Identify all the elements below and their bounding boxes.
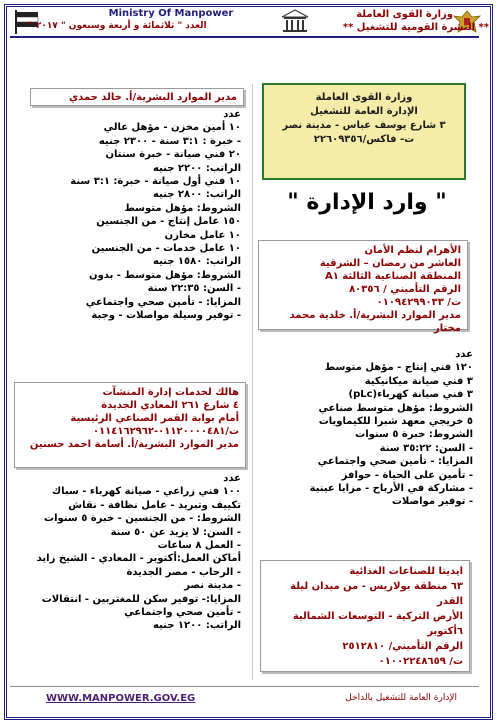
- list-line: الشروط: مؤهل متوسط صناعي: [318, 402, 473, 414]
- list-line: الراتب: ٢٢٠٠ جنيه: [153, 162, 241, 174]
- list-line: ١٠ عامل خدمات - من الجنسين: [91, 243, 241, 255]
- ministry-name-en: Ministry Of Manpower: [108, 8, 234, 19]
- box-line: ت/ ٠١٠٠٢٢٤٨٦٥٩: [378, 656, 463, 667]
- box-line: أمام بوابة القمر الصناعي الرئيسية: [70, 413, 239, 424]
- company-box-halk: [14, 382, 246, 468]
- banner-line: وزارة القوى العاملة: [315, 92, 413, 103]
- banner-line: الإدارة العامة للتشغيل: [310, 106, 418, 117]
- footer-divider: [10, 686, 479, 687]
- box-line: مدير الموارد البشرية/أ. أسامة احمد حسنين: [29, 439, 239, 450]
- list-line: ٣ فني صيانة ميكانيكية: [364, 375, 473, 387]
- bulletin-name-ar: ** النشرة القومية للتشغيل **: [342, 22, 489, 33]
- job-list-3: [253, 348, 473, 509]
- website-link[interactable]: WWW.MANPOWER.GOV.EG: [46, 693, 196, 704]
- list-line: المزايا:- توفير سكن للمغتربين - انتقالات: [41, 593, 241, 605]
- list-line: عدد: [455, 349, 473, 360]
- box-line: ايديتا للصناعات الغذائية: [349, 566, 463, 577]
- box-line: الرقم التأميني/ ٢٥١٢٨١٠: [342, 641, 463, 652]
- list-line: الشروط: - من الجنسين - خبرة ٥ سنوات: [44, 513, 241, 525]
- list-line: ١٠ عامل مخازن: [164, 229, 241, 241]
- page-title: " وارد الإدارة ": [287, 190, 447, 215]
- ministry-name-ar: وزارة القوى العاملة: [356, 9, 453, 20]
- list-line: ١٠ فني أول صيانة - خبرة: ٣:١ سنة: [70, 176, 241, 188]
- list-line: - تأمين على الحياة - حوافز: [341, 469, 473, 481]
- box-line: الأرض التركية - التوسعات الشمالية: [292, 611, 463, 622]
- list-line: الراتب: ١٢٠٠ جنيه: [153, 620, 241, 632]
- company-box-edita: [260, 560, 470, 672]
- list-line: - العمل ٨ ساعات: [157, 540, 241, 552]
- company-contact: مدير الموارد البشرية/أ. خالد حمدي: [68, 92, 237, 103]
- issue-number: العدد " ثلاثمائة و أربعة وسبعون " ٢٠١٧ ": [28, 21, 207, 31]
- list-line: الشروط: مؤهل متوسط: [124, 202, 241, 214]
- list-line: ١٥٠ عامل إنتاج - من الجنسين: [96, 216, 241, 228]
- list-line: الشروط: خبرة ٥ سنوات: [355, 429, 473, 441]
- list-line: - مدينة نصر: [184, 580, 241, 592]
- list-line: المزايا: - تأمين صحي واجتماعي: [85, 296, 241, 308]
- list-line: - الرحاب - مصر الجديدة: [126, 566, 241, 578]
- list-line: - توفير مواصلات: [391, 496, 473, 508]
- list-line: - السن: لا يزيد عن ٥٠ سنة: [110, 526, 241, 538]
- header-divider: [10, 36, 479, 38]
- column-divider: [252, 84, 253, 680]
- list-line: ١٠ أمين مخزن - مؤهل عالي: [103, 122, 241, 134]
- job-list-2: [11, 472, 241, 633]
- list-line: ٣ فني صيانة كهرباء(pLc): [348, 389, 473, 401]
- list-line: - خبرة : ٣:١ سنة - ٢٣٠٠ جنيه: [98, 135, 241, 147]
- company-box-ahram: [258, 240, 468, 334]
- company-box-hr-khaled: [30, 88, 244, 106]
- box-line: الرقم التأميني / ٨٠٣٥٦: [349, 284, 461, 295]
- box-line: ٦٣ منطقة بولاريس - من ميدان ليلة القدر: [290, 581, 463, 607]
- list-line: - تأمين صحي واجتماعي: [124, 607, 241, 619]
- ministry-address-banner: [262, 83, 466, 180]
- list-line: الراتب: ٢٨٠٠ جنيه: [153, 189, 241, 201]
- list-line: - توفير وسيلة مواصلات - وجبة: [91, 310, 241, 322]
- list-line: ٥ خريجي معهد شبرا للكيماويات: [318, 416, 473, 428]
- job-list-1: [21, 108, 241, 323]
- list-line: ٢٠ فني صيانة - خبرة سنتان: [105, 149, 241, 161]
- list-line: - السن: ٢٢:٣٥ سنة: [147, 283, 241, 295]
- box-line: ت/ ٠١٠٩٤٢٩٩٠٣٣: [376, 297, 461, 308]
- list-line: الراتب: ١٥٨٠ جنيه: [153, 256, 241, 268]
- box-line: العاشر من رمضان – الشرقية: [319, 258, 461, 269]
- box-line: ت/٠١١٢٠٠٠٠٤٨١-٠١١٤١٦٢٩٦٢: [92, 426, 239, 437]
- list-line: أماكن العمل:أكتوبر - المعادي - الشيخ زايد: [36, 553, 241, 565]
- box-line: ٦أكتوبر: [427, 626, 463, 637]
- footer-department: الإدارة العامة للتشغيل بالداخل: [345, 693, 457, 703]
- list-line: ١٠٠ فني زراعي - صيانة كهرباء - سباك: [51, 486, 241, 498]
- list-line: عدد: [223, 109, 241, 120]
- box-line: المنطقة الصناعية الثالثة A١: [324, 271, 461, 282]
- list-line: المزايا: - تأمين صحي واجتماعي: [317, 456, 473, 468]
- list-line: الشروط: مؤهل متوسط - بدون: [89, 269, 241, 281]
- banner-line: ٣ شارع يوسف عباس - مدينة نصر: [282, 120, 446, 131]
- banner-line: ت- فاكس/٢٢٦٠٩٣٥٦: [313, 134, 415, 145]
- list-line: - السن: ٣٥:٢٢ سنة: [379, 442, 473, 454]
- box-line: الأهرام لنظم الأمان: [364, 245, 461, 256]
- list-line: تكييف وتبريد - عامل نظافة - نقاش: [68, 499, 241, 511]
- box-line: ٤ شارع ٢٦١ المعادي الجديدة: [101, 400, 239, 411]
- box-line: مدير الموارد البشرية/أ. خلدية محمد مختار: [289, 310, 461, 334]
- list-line: ١٢٠ فني إنتاج - مؤهل متوسط: [324, 362, 473, 374]
- list-line: - مشاركة في الأرباح - مزايا عينية: [309, 483, 473, 495]
- box-line: هالك لخدمات إدارة المنشآت: [102, 387, 239, 398]
- list-line: عدد: [223, 473, 241, 484]
